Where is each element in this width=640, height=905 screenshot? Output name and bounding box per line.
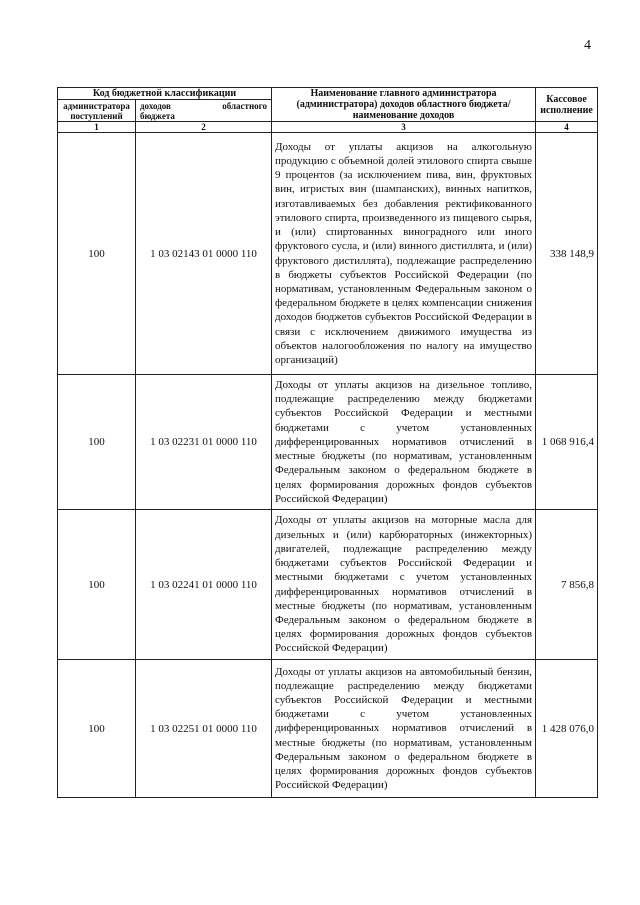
- income-code-cell: 1 03 02231 01 0000 110: [136, 375, 272, 510]
- income-name-cell: Доходы от уплаты акцизов на дизельное топливо, подлежащие распределению между бюджетами субъектов Российской Федерации и местными бюджетами с учетом установленных дифференцированных нормативов отчислений в местные бюджеты (по нормативам, установленным Федеральным законом о федеральном бюджете в целях формирования дорожных фондов субъектов Российской Федерации): [272, 375, 536, 510]
- amount-cell: 1 428 076,0: [536, 660, 598, 798]
- table-row: [58, 660, 598, 798]
- column-index-1: 1: [58, 122, 136, 133]
- header-name: Наименование главного администратора (администратора) доходов областного бюджета/ наименование доходов: [272, 88, 536, 122]
- table-row: [58, 375, 598, 510]
- income-name-cell: Доходы от уплаты акцизов на автомобильный бензин, подлежащие распределению между бюджетами субъектов Российской Федерации и местными бюджетами с учетом установленных дифференцированных нормативов отчислений в местные бюджеты (по нормативам, установленным Федеральным законом о федеральном бюджете в целях формирования дорожных фондов субъектов Российской Федерации): [272, 660, 536, 798]
- amount-cell: 338 148,9: [536, 133, 598, 375]
- income-code-cell: 1 03 02143 01 0000 110: [136, 133, 272, 375]
- table-row: [58, 510, 598, 660]
- column-index-4: 4: [536, 122, 598, 133]
- admin-code-cell: 100: [58, 133, 136, 375]
- header-budget-code: Код бюджетной классификации: [58, 88, 272, 100]
- admin-code-cell: 100: [58, 510, 136, 660]
- budget-table: [57, 87, 598, 798]
- amount-cell: 7 856,8: [536, 510, 598, 660]
- header-income-right: областного: [222, 100, 268, 111]
- page-number: 4: [584, 38, 591, 53]
- column-index-2: 2: [136, 122, 272, 133]
- admin-code-cell: 100: [58, 660, 136, 798]
- income-code-cell: 1 03 02241 01 0000 110: [136, 510, 272, 660]
- header-admin: администратора поступлений: [58, 100, 136, 122]
- income-name-cell: Доходы от уплаты акцизов на алкогольную продукцию с объемной долей этилового спирта свыше 9 процентов (за исключением пива, вин, фруктовых вин, игристых вин (шампанских), винных напитков, изготавливаемых без добавления ректификованного этилового спирта, произведенного из пищевого сырья, и (или) спиртованных виноградного или иного фруктового сусла, и (или) винного дистиллята, и (или) фруктового дистиллята), подлежащие распределению в бюджеты субъектов Российской Федерации (по нормативам, установленным Федеральным законом о федеральном бюджете в целях компенсации снижения доходов бюджетов субъектов Российской Федерации в связи с исключением движимого имущества из объектов налогообложения по налогу на имущество организаций): [272, 133, 536, 375]
- admin-code-cell: 100: [58, 375, 136, 510]
- table-row: [58, 133, 598, 375]
- amount-cell: 1 068 916,4: [536, 375, 598, 510]
- header-income: [136, 100, 272, 122]
- header-income-bottom: бюджета: [140, 110, 175, 121]
- column-index-3: 3: [272, 122, 536, 133]
- header-amount: Кассовое исполнение: [536, 88, 598, 122]
- income-code-cell: 1 03 02251 01 0000 110: [136, 660, 272, 798]
- header-income-left: доходов: [140, 100, 171, 111]
- income-name-cell: Доходы от уплаты акцизов на моторные масла для дизельных и (или) карбюраторных (инжекторных) двигателей, подлежащие распределению между бюджетами субъектов Российской Федерации и местными бюджетами с учетом установленных дифференцированных нормативов отчислений в местные бюджеты (по нормативам, установленным Федеральным законом о федеральном бюджете в целях формирования дорожных фондов субъектов Российской Федерации): [272, 510, 536, 660]
